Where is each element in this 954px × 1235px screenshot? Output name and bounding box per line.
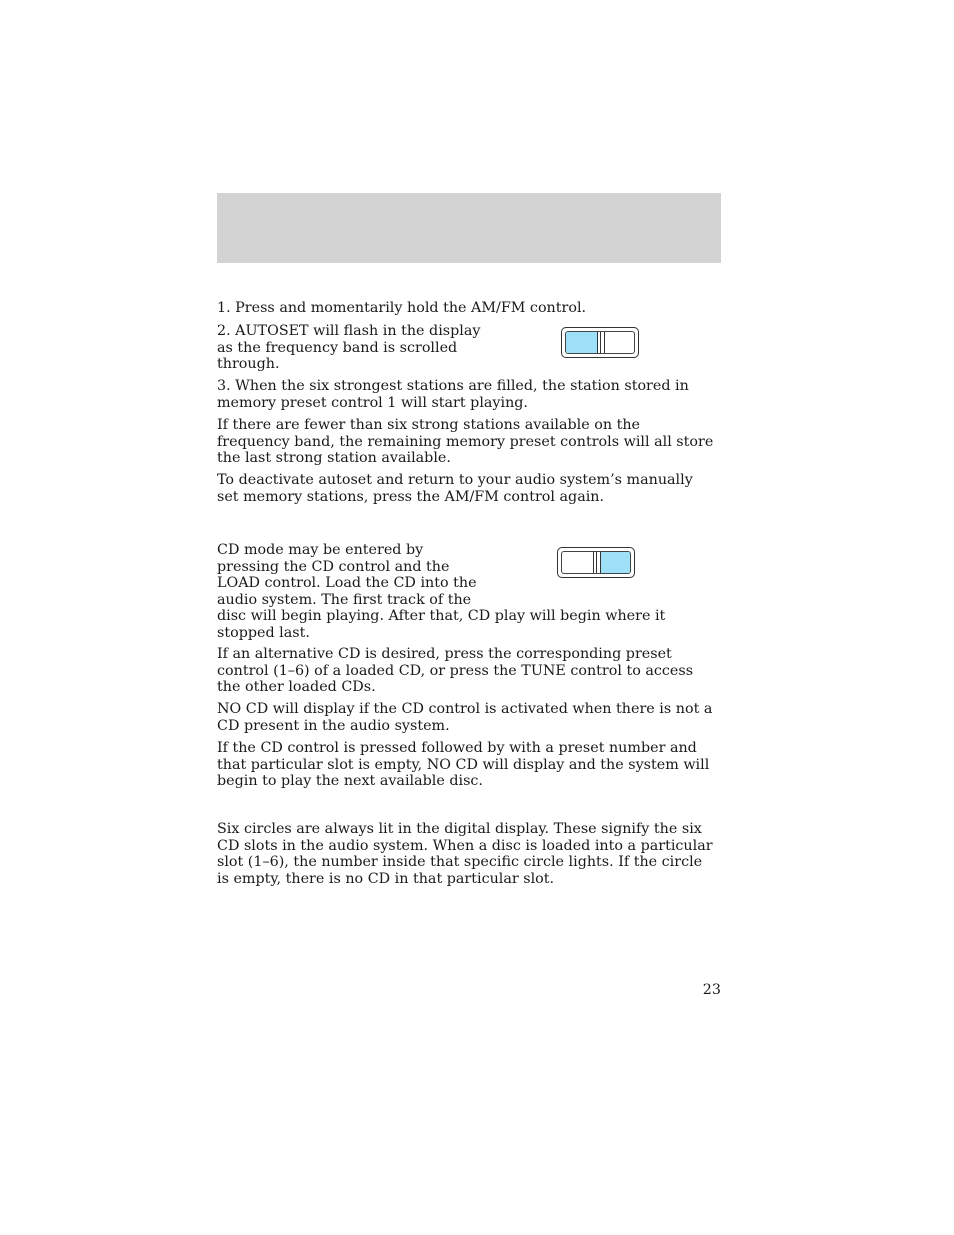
alternative-cd-paragraph: If an alternative CD is desired, press the corresponding preset control (1–6) of a loaded CD, or press the TUNE control to access the other loaded CDs. xyxy=(217,646,694,695)
cd-mode-line-1: CD mode may be entered by xyxy=(217,542,424,558)
cd-mode-line-4: audio system. The first track of the xyxy=(217,591,472,608)
cd-mode-line-3: LOAD control. Load the CD into the xyxy=(217,575,477,591)
deactivate-autoset-paragraph: To deactivate autoset and return to your audio system’s manually set memory stations, press the AM/FM control again. xyxy=(217,472,693,505)
cd-mode-continuation: disc will begin playing. After that, CD play will begin where it stopped last. xyxy=(217,608,666,641)
autoset-step-3: 3. When the six strongest stations are filled, the station stored in memory preset control 1 will start playing. xyxy=(217,378,689,411)
fewer-stations-paragraph: If there are fewer than six strong stations available on the frequency band, the remaining memory preset controls will all store the last strong station available. xyxy=(217,417,714,466)
section-header-band xyxy=(217,193,721,263)
cd-control-icon xyxy=(557,547,635,578)
autoset-step-1: 1. Press and momentarily hold the AM/FM control. xyxy=(217,300,587,316)
six-circles-paragraph: Six circles are always lit in the digital display. These signify the six CD slots in the audio system. When a disc is loaded into a particular slot (1–6), the number inside that specific circle lights. If the circle is empty, there is no CD in that particular slot. xyxy=(217,821,713,887)
cd-mode-line-2: pressing the CD control and the xyxy=(217,558,450,575)
amfm-control-icon xyxy=(561,327,639,358)
page-number: 23 xyxy=(702,982,721,998)
empty-slot-paragraph: If the CD control is pressed followed by with a preset number and that particular slot is empty, NO CD will display and the system will begin to play the next available disc. xyxy=(217,740,710,789)
no-cd-paragraph: NO CD will display if the CD control is activated when there is not a CD present in the audio system. xyxy=(217,701,713,734)
cd-mode-paragraph xyxy=(217,542,717,641)
autoset-step-2: 2. AUTOSET will flash in the display as the frequency band is scrolled through. xyxy=(217,323,481,372)
